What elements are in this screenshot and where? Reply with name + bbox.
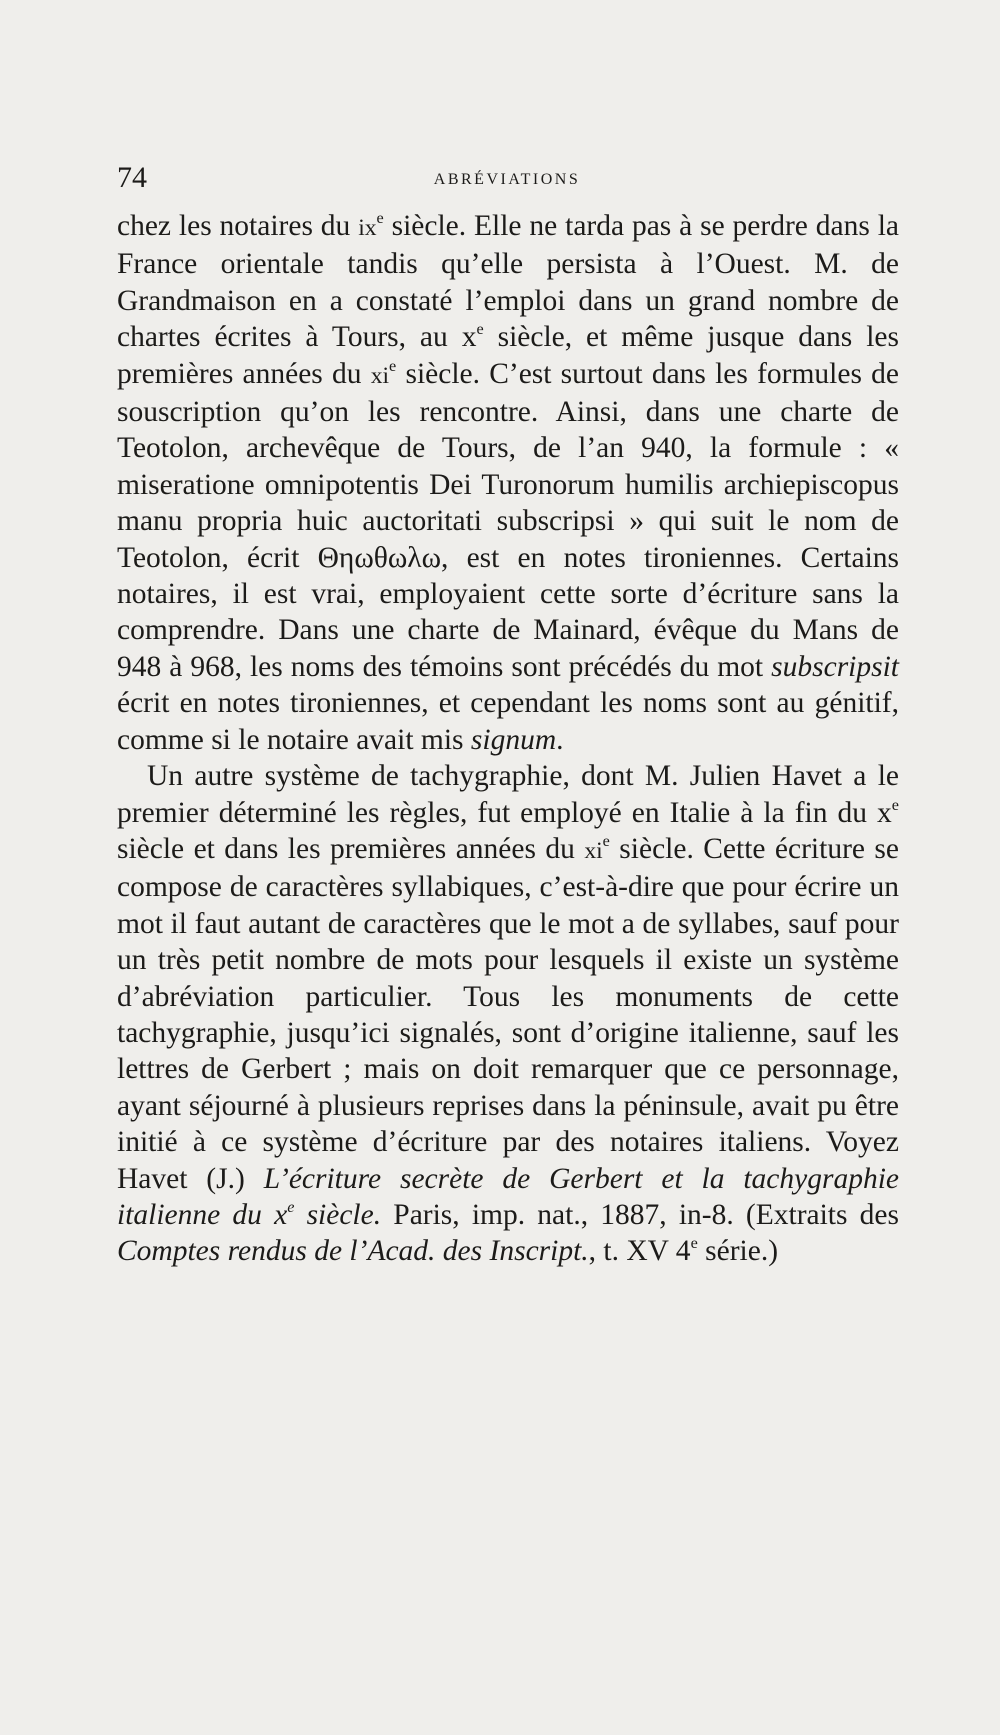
roman-numeral: xi — [584, 837, 603, 864]
text-run: siècle et dans les premières années du — [117, 832, 585, 865]
text-run: Un autre système de tachygraphie, dont M. Julien Havet a le premier déterminé les règles, fut employé en Italie à la fin du x — [117, 760, 899, 829]
paragraph-2 — [117, 758, 899, 1270]
page-number: 74 — [117, 161, 147, 194]
text-run: . — [556, 723, 564, 756]
paragraph-1 — [117, 208, 899, 758]
text-run: , t. XV 4 — [588, 1235, 691, 1268]
text-run: siècle, et même jusque dans les premières années du — [117, 321, 899, 390]
italic-word: subscripsit — [771, 650, 899, 683]
roman-numeral: xi — [370, 362, 390, 389]
running-title: ABRÉVIATIONS — [433, 171, 581, 188]
superscript: e — [376, 208, 384, 227]
superscript: e — [690, 1234, 698, 1253]
roman-numeral: ix — [358, 215, 377, 241]
text-run: écrit en notes tironiennes, et cependant les noms sont au génitif, comme si le notaire avait mis — [117, 687, 899, 756]
superscript: e — [389, 356, 397, 375]
body-text — [117, 208, 899, 1270]
text-run: Paris, imp. nat., 1887, in-8. (Extraits des — [381, 1198, 899, 1231]
superscript: e — [891, 795, 899, 814]
text-run: siècle. C’est surtout dans les formules de souscription qu’on les rencontre. Ainsi, dans une charte de Teotolon, archevêque de Tours, de l’an 940, la formule : « miseratione omnipotentis Dei Turonorum humilis archiepiscopus manu propria huic auctoritati subscripsi » qui suit le nom de Teotolon, écrit Θηωθωλω, est en notes tironiennes. Certains notaires, il est vrai, employaient cette sorte d’écriture sans la comprendre. Dans une charte de Mainard, évêque du Mans de 948 à 968, les noms des témoins sont précédés du mot — [117, 357, 899, 683]
text-run: siècle. Cette écriture se compose de caractères syllabiques, c’est-à-dire que pour écrire un mot il faut autant de caractères que le mot a de syllabes, sauf pour un très petit nombre de mots pour lesquels il existe un système d’abréviation particulier. Tous les monuments de cette tachygraphie, jusqu’ici signalés, sont d’origine italienne, sauf les lettres de Gerbert ; mais on doit remarquer que ce personnage, ayant séjourné à plusieurs reprises dans la péninsule, avait pu être initié à ce système d’écriture par des notaires italiens. Voyez Havet (J.) — [117, 832, 899, 1195]
cited-title-numeral: x — [274, 1198, 288, 1231]
text-run: siècle. Elle ne tarda pas à se perdre dans la France orientale tandis qu’elle persista à l’Ouest. M. de Grandmaison en a constaté l’emploi dans un grand nombre de chartes écrites à Tours, au x — [117, 210, 899, 354]
superscript: e — [476, 320, 484, 339]
cited-series: Comptes rendus de l’Acad. des Inscript. — [117, 1235, 589, 1268]
superscript: e — [287, 1197, 295, 1216]
page-header — [117, 160, 897, 200]
cited-title-text: L’écriture secrète de Gerbert et la tachygraphie italienne du — [117, 1162, 899, 1231]
italic-word: signum — [470, 723, 557, 756]
text-run: chez les notaires du — [117, 210, 359, 242]
superscript: e — [602, 831, 610, 850]
cited-title-end: siècle. — [294, 1198, 382, 1231]
text-run: série.) — [697, 1235, 779, 1268]
